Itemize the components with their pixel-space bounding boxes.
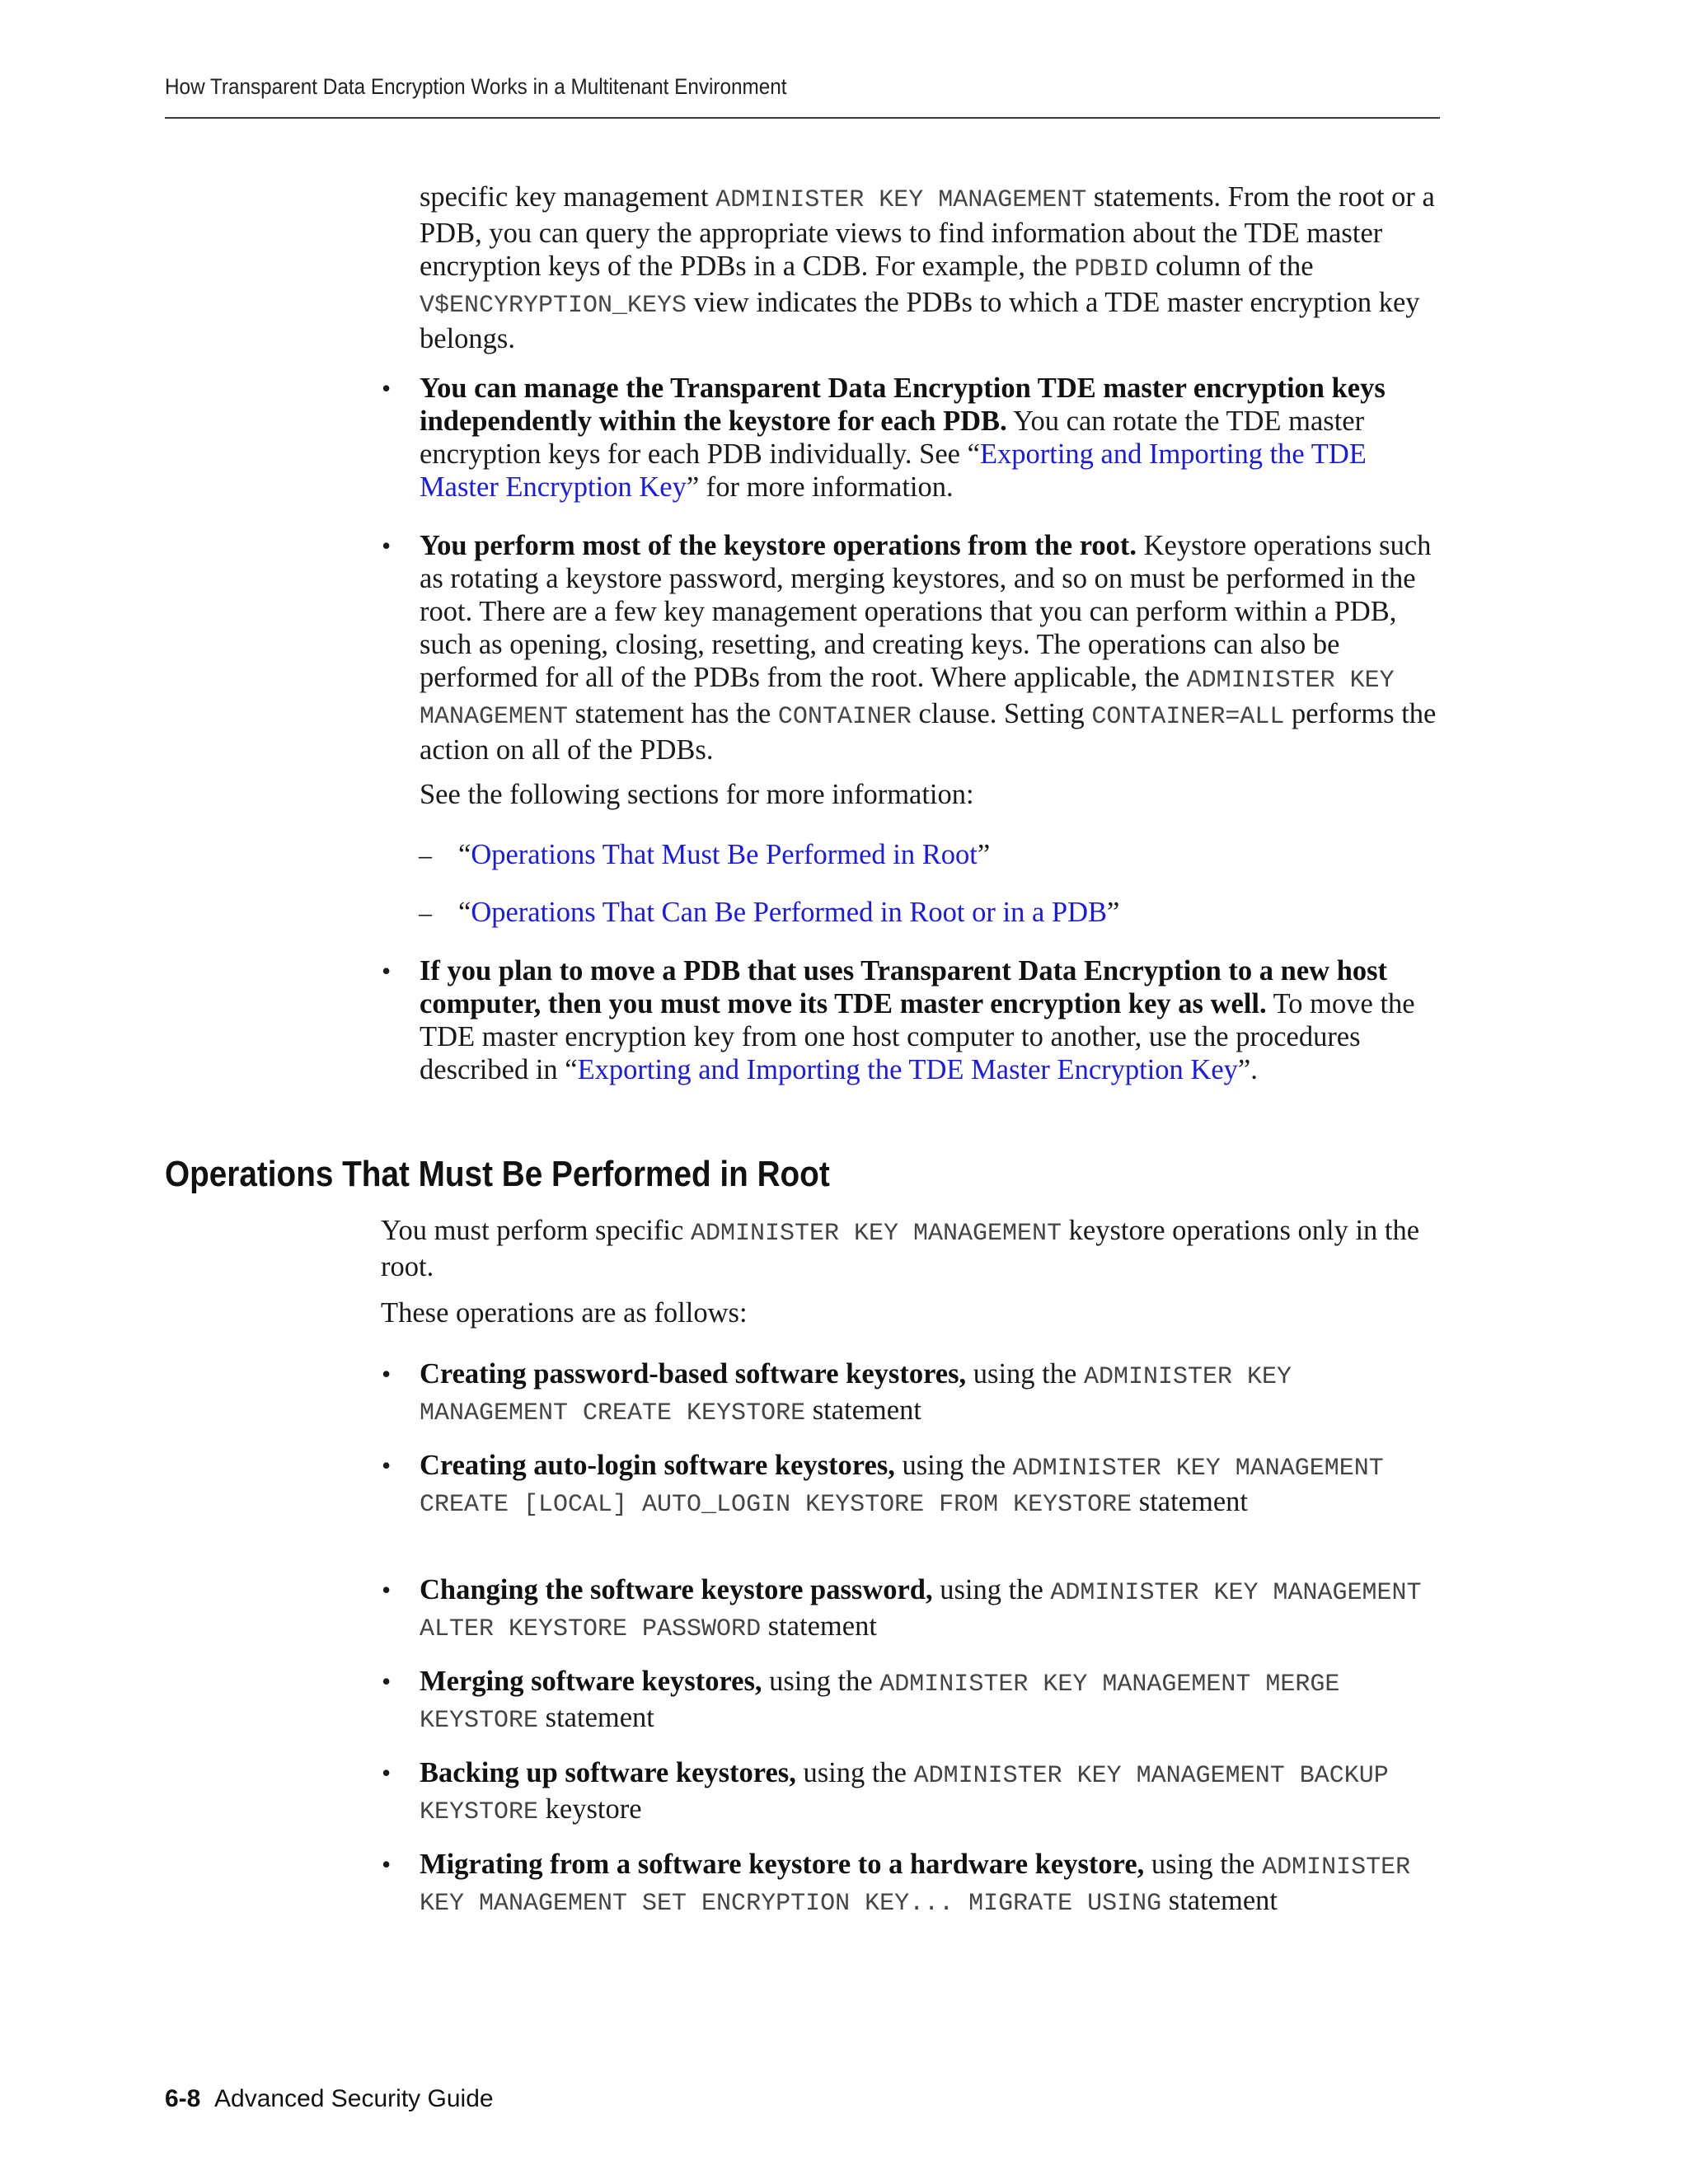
- op-lead: Merging software keystores,: [420, 1666, 762, 1697]
- bullet-marker: •: [382, 1451, 392, 1480]
- bullet-manage-keys: [420, 372, 1442, 504]
- bullet-text: Keystore operations such as rotating a keystore password, merging keystores, and so on must be performed in the root. There are a few key management operations that you can perform within a PDB, such as opening, closing, resetting, and creating keys. The operations can also be performed for all of the PDBs from the root. Where applicable, the: [420, 530, 1432, 693]
- page-number: 6-8: [165, 2085, 201, 2112]
- section-intro-paragraph: [381, 1214, 1444, 1283]
- link-operations-root[interactable]: Operations That Must Be Performed in Root: [471, 839, 978, 870]
- op-code: ADMINISTER KEY MANAGEMENT ALTER KEYSTORE PASSWORD: [420, 1579, 1422, 1643]
- bullet-text: performs the action on all of the PDBs.: [420, 698, 1437, 766]
- link-operations-root-or-pdb[interactable]: Operations That Can Be Performed in Root or in a PDB: [471, 897, 1107, 928]
- intro-text: specific key management: [420, 181, 716, 213]
- section-list-intro: These operations are as follows:: [381, 1297, 748, 1329]
- op-lead: Migrating from a software keystore to a hardware keystore,: [420, 1849, 1145, 1880]
- dash-marker: –: [419, 898, 432, 927]
- op-text: using the: [894, 1450, 1013, 1481]
- bullet-text: To move the TDE master encryption key from one host computer to another, use the procedures described in “: [420, 988, 1415, 1085]
- bullet-marker: •: [382, 1575, 392, 1605]
- op-text: statement: [805, 1394, 921, 1426]
- intro-paragraph: [420, 180, 1446, 355]
- bullet-lead: If you plan to move a PDB that uses Transparent Data Encryption to a new host computer, then you must move its TDE master encryption key as well.: [420, 955, 1388, 1019]
- bullet-marker: •: [382, 1359, 392, 1389]
- section-text: keystore operations only in the root.: [381, 1215, 1420, 1282]
- intro-code-view: V$ENCYRYPTION_KEYS: [420, 292, 687, 320]
- bullet-keystore-ops-root: [420, 529, 1442, 766]
- intro-text: statements. From the root or a PDB, you can query the appropriate views to find information about the TDE master encryption keys of the PDBs in a CDB. For example, the: [420, 181, 1435, 282]
- bullet-text: statement has the: [568, 698, 778, 729]
- page-footer: [165, 2085, 494, 2113]
- bullet-text: ”.: [1237, 1054, 1258, 1085]
- sub-item-root-or-pdb: [458, 896, 1439, 929]
- op-text: statement: [538, 1702, 654, 1733]
- quote-close: ”: [977, 839, 991, 870]
- section-heading: Operations That Must Be Performed in Root: [165, 1154, 830, 1194]
- bullet-marker: •: [382, 531, 392, 560]
- op-text: using the: [1144, 1849, 1263, 1880]
- op-change-keystore-password: [420, 1573, 1433, 1646]
- bullet-lead: You perform most of the keystore operations from the root.: [420, 530, 1137, 561]
- intro-text: column of the: [1148, 251, 1314, 282]
- code-administer: ADMINISTER KEY MANAGEMENT: [420, 667, 1395, 731]
- header-rule: [165, 117, 1440, 119]
- book-title: Advanced Security Guide: [214, 2085, 494, 2112]
- quote-open: “: [458, 897, 471, 928]
- dash-marker: –: [419, 840, 432, 869]
- op-code: ADMINISTER KEY MANAGEMENT CREATE KEYSTORE: [420, 1363, 1292, 1427]
- quote-open: “: [458, 839, 471, 870]
- op-text: statement: [1161, 1885, 1278, 1916]
- code-container: CONTAINER: [777, 703, 912, 731]
- op-text: using the: [932, 1574, 1051, 1605]
- bullet-marker: •: [382, 373, 392, 403]
- running-header: How Transparent Data Encryption Works in a Multitenant Environment: [165, 74, 787, 99]
- op-create-auto-login-keystore: [420, 1449, 1433, 1521]
- op-code: ADMINISTER KEY MANAGEMENT BACKUP KEYSTORE: [420, 1762, 1389, 1826]
- link-exporting-importing-key[interactable]: Exporting and Importing the TDE Master Encryption Key: [577, 1054, 1238, 1085]
- intro-code-administer: ADMINISTER KEY MANAGEMENT: [715, 186, 1087, 214]
- op-lead: Creating auto-login software keystores,: [420, 1450, 895, 1481]
- bullet-text: You can rotate the TDE master encryption keys for each PDB individually. See “: [420, 405, 1365, 470]
- op-create-password-keystore: [420, 1357, 1433, 1430]
- quote-close: ”: [1107, 897, 1120, 928]
- intro-code-pdbid: PDBID: [1074, 255, 1149, 284]
- op-lead: Changing the software keystore password,: [420, 1574, 933, 1605]
- bullet-marker: •: [382, 956, 392, 986]
- code-administer: ADMINISTER KEY MANAGEMENT: [690, 1220, 1062, 1248]
- op-text: statement: [1132, 1486, 1248, 1517]
- op-text: statement: [761, 1610, 877, 1642]
- op-lead: Creating password-based software keystores,: [420, 1358, 967, 1390]
- op-code: ADMINISTER KEY MANAGEMENT SET ENCRYPTION KEY... MIGRATE USING: [420, 1854, 1411, 1918]
- bullet-text: ” for more information.: [686, 471, 954, 503]
- bullet-lead: You can manage the Transparent Data Encryption TDE master encryption keys independently within the keystore for each PDB.: [420, 373, 1386, 437]
- bullet-text: clause. Setting: [911, 698, 1092, 729]
- bullet-marker: •: [382, 1849, 392, 1879]
- link-exporting-importing-key[interactable]: Exporting and Importing the TDE Master Encryption Key: [420, 438, 1367, 503]
- op-text: keystore: [538, 1793, 642, 1825]
- intro-text: view indicates the PDBs to which a TDE master encryption key belongs.: [420, 287, 1420, 354]
- bullet-move-pdb: [420, 954, 1442, 1086]
- op-code: ADMINISTER KEY MANAGEMENT MERGE KEYSTORE: [420, 1671, 1340, 1735]
- op-migrate-keystore: [420, 1848, 1446, 1920]
- op-backup-keystores: [420, 1756, 1433, 1829]
- op-lead: Backing up software keystores,: [420, 1757, 796, 1788]
- bullet-marker: •: [382, 1666, 392, 1696]
- op-merge-keystores: [420, 1665, 1433, 1737]
- sub-item-root: [458, 838, 1439, 871]
- op-code: ADMINISTER KEY MANAGEMENT CREATE [LOCAL] AUTO_LOGIN KEYSTORE FROM KEYSTORE: [420, 1455, 1384, 1519]
- see-following-text: See the following sections for more information:: [420, 779, 974, 810]
- section-text: You must perform specific: [381, 1215, 691, 1246]
- code-container-all: CONTAINER=ALL: [1091, 703, 1285, 731]
- bullet-marker: •: [382, 1758, 392, 1788]
- op-text: using the: [762, 1666, 880, 1697]
- op-text: using the: [795, 1757, 914, 1788]
- op-text: using the: [966, 1358, 1084, 1390]
